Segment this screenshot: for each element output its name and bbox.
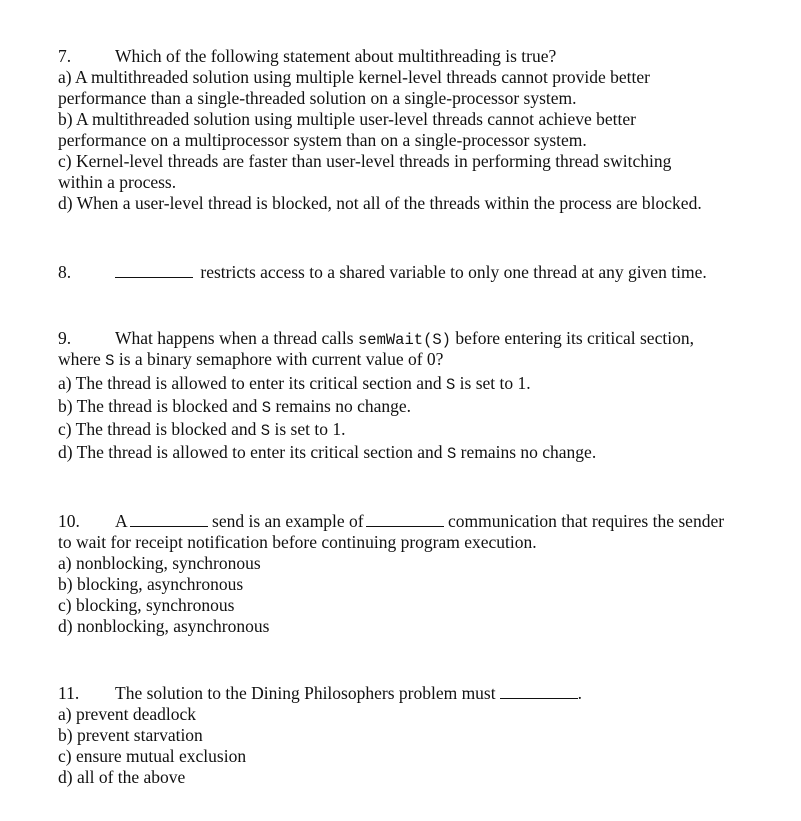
option-a: a) A multithreaded solution using multiple kernel-level threads cannot provide better <box>58 67 650 87</box>
question-text: The solution to the Dining Philosophers problem must <box>115 683 496 703</box>
text: is a binary semaphore with current value of 0? <box>118 349 444 369</box>
code-var: S <box>445 376 456 394</box>
option-c: c) Kernel-level threads are faster than user-level threads in performing thread switching <box>58 151 672 171</box>
text: A <box>115 511 128 531</box>
option-b: b) prevent starvation <box>58 725 203 745</box>
question-text: What happens when a thread calls <box>115 328 354 348</box>
option-b: b) A multithreaded solution using multiple user-level threads cannot achieve better <box>58 109 636 129</box>
text: is set to 1. <box>274 419 346 439</box>
text: a) The thread is allowed to enter its critical section and <box>58 373 442 393</box>
question-number: 10. <box>58 511 80 531</box>
text: b) The thread is blocked and <box>58 396 258 416</box>
question-7 <box>58 46 778 214</box>
question-9-stem-line2 <box>58 349 778 370</box>
option-b: b) blocking, asynchronous <box>58 574 244 594</box>
question-number: 7. <box>58 46 72 66</box>
question-10-stem <box>58 511 778 532</box>
option-c <box>58 419 778 440</box>
option-a <box>58 373 778 394</box>
question-number: 8. <box>58 262 72 282</box>
answer-blank[interactable] <box>500 684 578 699</box>
answer-blank-1[interactable] <box>130 512 208 527</box>
code-var: S <box>446 445 457 463</box>
code-var: S <box>260 422 271 440</box>
question-8-line <box>58 262 778 283</box>
question-11 <box>58 683 778 788</box>
option-c-continued: within a process. <box>58 172 177 192</box>
code-var: S <box>105 352 115 370</box>
text: remains no change. <box>460 442 597 462</box>
text: remains no change. <box>275 396 412 416</box>
text: is set to 1. <box>459 373 531 393</box>
option-a: a) nonblocking, synchronous <box>58 553 261 573</box>
code-semwait: semWait(S) <box>357 331 451 349</box>
option-a: a) prevent deadlock <box>58 704 196 724</box>
text: where <box>58 349 101 369</box>
question-10-stem-line2: to wait for receipt notification before continuing program execution. <box>58 532 537 552</box>
question-8 <box>58 262 778 283</box>
option-c: c) ensure mutual exclusion <box>58 746 247 766</box>
code-var: S <box>261 399 272 417</box>
question-number: 11. <box>58 683 80 703</box>
question-9-stem <box>58 328 778 349</box>
option-c: c) blocking, synchronous <box>58 595 235 615</box>
text: send is an example of <box>212 511 364 531</box>
answer-blank[interactable] <box>115 263 193 278</box>
text: . <box>577 683 582 703</box>
question-text: restricts access to a shared variable to only one thread at any given time. <box>200 262 707 282</box>
option-d: d) all of the above <box>58 767 186 787</box>
option-b <box>58 396 778 417</box>
question-9 <box>58 328 778 463</box>
option-d <box>58 442 778 463</box>
question-text: Which of the following statement about multithreading is true? <box>115 46 557 66</box>
text: communication that requires the sender <box>448 511 725 531</box>
option-d: d) When a user-level thread is blocked, not all of the threads within the process are blocked. <box>58 193 702 213</box>
question-10 <box>58 511 778 637</box>
text: c) The thread is blocked and <box>58 419 257 439</box>
option-b-continued: performance on a multiprocessor system than on a single-processor system. <box>58 130 587 150</box>
question-text-continued: before entering its critical section, <box>455 328 694 348</box>
question-number: 9. <box>58 328 72 348</box>
text: d) The thread is allowed to enter its critical section and <box>58 442 443 462</box>
option-d: d) nonblocking, asynchronous <box>58 616 270 636</box>
question-7-stem <box>58 46 778 67</box>
option-a-continued: performance than a single-threaded solution on a single-processor system. <box>58 88 577 108</box>
answer-blank-2[interactable] <box>366 512 444 527</box>
question-11-stem <box>58 683 778 704</box>
